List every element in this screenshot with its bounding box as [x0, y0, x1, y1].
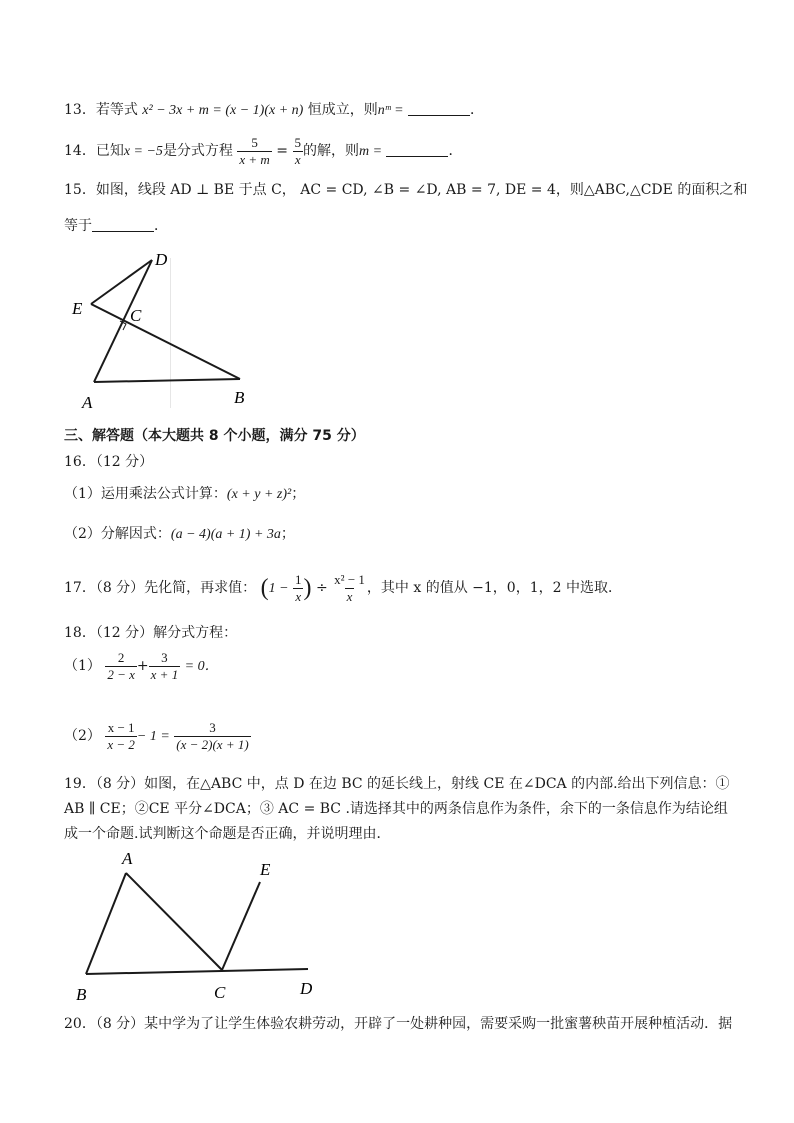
- q19-label-a: A: [122, 849, 133, 868]
- q15-text: 如图，线段 AD ⊥ BE 于点 C， AC = CD, ∠B = ∠D, AB = 7, DE = 4，则△ABC,△CDE 的面积之和: [95, 182, 748, 198]
- q18-p1-tail: = 0．: [184, 659, 219, 674]
- question-17: [64, 570, 622, 607]
- q13-equation: x² − 3x + m = (x − 1)(x + n): [142, 103, 304, 118]
- q16-part-1: [64, 484, 305, 505]
- q17-paren-open: (: [260, 575, 269, 601]
- question-15: [64, 180, 747, 200]
- q14-expr: m =: [358, 144, 383, 159]
- q15-label-e: E: [72, 299, 83, 318]
- q13-lead: 若等式: [95, 102, 138, 118]
- q16-heading: 16．（12 分）: [64, 454, 154, 470]
- q16-p2-end: ；: [280, 526, 295, 542]
- q18-p1-fraction-2: $\frac{3}{x + 1}$: [150, 649, 179, 682]
- question-13: [64, 100, 484, 121]
- q16-p1-label: （1）运用乘法公式计算：: [64, 486, 227, 502]
- q16-part-2: [64, 524, 295, 545]
- q16-p2-expr: (a − 4)(a + 1) + 3a: [170, 527, 281, 542]
- q15-label-b: B: [234, 388, 245, 407]
- q18-p2-fraction-1: $\frac{x - 1}{x - 2}$: [107, 719, 135, 752]
- q15-end: ．: [154, 218, 168, 234]
- question-15-line2: [64, 216, 168, 236]
- section-3-title: 三、解答题（本大题共 8 个小题，满分 75 分）: [64, 428, 365, 444]
- q18-p2-label: （2）: [64, 728, 101, 744]
- q13-answer-blank[interactable]: [408, 115, 470, 116]
- q14-mid1: 是分式方程: [162, 143, 233, 159]
- q19-line-1: 19．（8 分）如图，在△ABC 中，点 D 在边 BC 的延长线上，射线 CE 在∠DCA 的内部.给出下列信息：①: [64, 776, 730, 792]
- q19-line-3: 成一个命题.试判断这个命题是否正确，并说明理由．: [64, 826, 391, 842]
- q15-label-a: A: [82, 393, 93, 412]
- q14-condition: x = −5: [123, 144, 163, 159]
- q15-answer-blank[interactable]: [92, 231, 154, 232]
- q17-heading: 17．（8 分）先化简，再求值：: [64, 580, 257, 596]
- q13-end: ．: [470, 102, 485, 118]
- q19-label-d: D: [300, 979, 313, 998]
- q14-fraction-2: $\frac{5}{x}$: [294, 134, 301, 167]
- q14-answer-blank[interactable]: [386, 156, 448, 157]
- q17-paren-close: ): [303, 575, 312, 601]
- q18-p1-fraction-1: $\frac{2}{2 - x}$: [107, 649, 135, 682]
- q15-label-c: C: [130, 306, 142, 325]
- q18-p1-label: （1）: [64, 658, 101, 674]
- q19-label-b: B: [76, 985, 87, 1004]
- q19-label-e: E: [260, 860, 271, 879]
- q14-equals: =: [276, 143, 289, 159]
- q20-line-1: 20．（8 分）某中学为了让学生体验农耕劳动，开辟了一处耕种园，需要采购一批蜜薯秧苗开展种植活动．据: [64, 1016, 733, 1032]
- q13-mid: 恒成立，则: [307, 102, 378, 118]
- q15-figure: [60, 248, 270, 418]
- q16-p1-expr: (x + y + z)²: [226, 487, 292, 502]
- q14-lead: 已知: [95, 143, 124, 159]
- question-14: [64, 134, 462, 169]
- q17-one-minus: 1 −: [268, 581, 289, 596]
- q17-fraction-2: $\frac{\text{x² − 1}}{x}$: [334, 571, 365, 604]
- q13-number: 13．: [64, 102, 96, 118]
- q17-fraction-1: $\frac{1}{x}$: [295, 571, 302, 604]
- q18-p2-fraction-2: $\frac{3}{(x - 2)(x + 1)}$: [176, 719, 249, 752]
- q19-line-2: AB ∥ CE；②CE 平分∠DCA；③ AC = BC .请选择其中的两条信息作为条件，余下的一条信息作为结论组: [64, 801, 728, 817]
- q13-expr: nᵐ =: [377, 103, 404, 118]
- q19-figure: [70, 848, 330, 1008]
- q18-part-2: [64, 718, 251, 755]
- q18-p2-mid: − 1 =: [136, 729, 170, 744]
- q14-end: ．: [448, 143, 463, 159]
- q19-label-c: C: [214, 983, 226, 1002]
- q18-p1-plus: +: [136, 658, 149, 674]
- q15-label-d: D: [155, 250, 168, 269]
- q18-heading: 18．（12 分）解分式方程：: [64, 625, 238, 641]
- q14-mid2: 的解，则: [302, 143, 359, 159]
- q14-number: 14．: [64, 143, 96, 159]
- q15-line2-lead: 等于: [64, 218, 92, 234]
- q14-fraction-1: $\frac{5}{x + m}$: [239, 134, 270, 167]
- q16-p2-label: （2）分解因式：: [64, 526, 171, 542]
- q15-number: 15．: [64, 182, 96, 198]
- q18-part-1: [64, 648, 219, 685]
- q17-divide: ÷: [315, 580, 328, 596]
- q17-tail: ，其中 x 的值从 −1，0，1，2 中选取．: [366, 580, 622, 596]
- q16-p1-end: ；: [291, 486, 306, 502]
